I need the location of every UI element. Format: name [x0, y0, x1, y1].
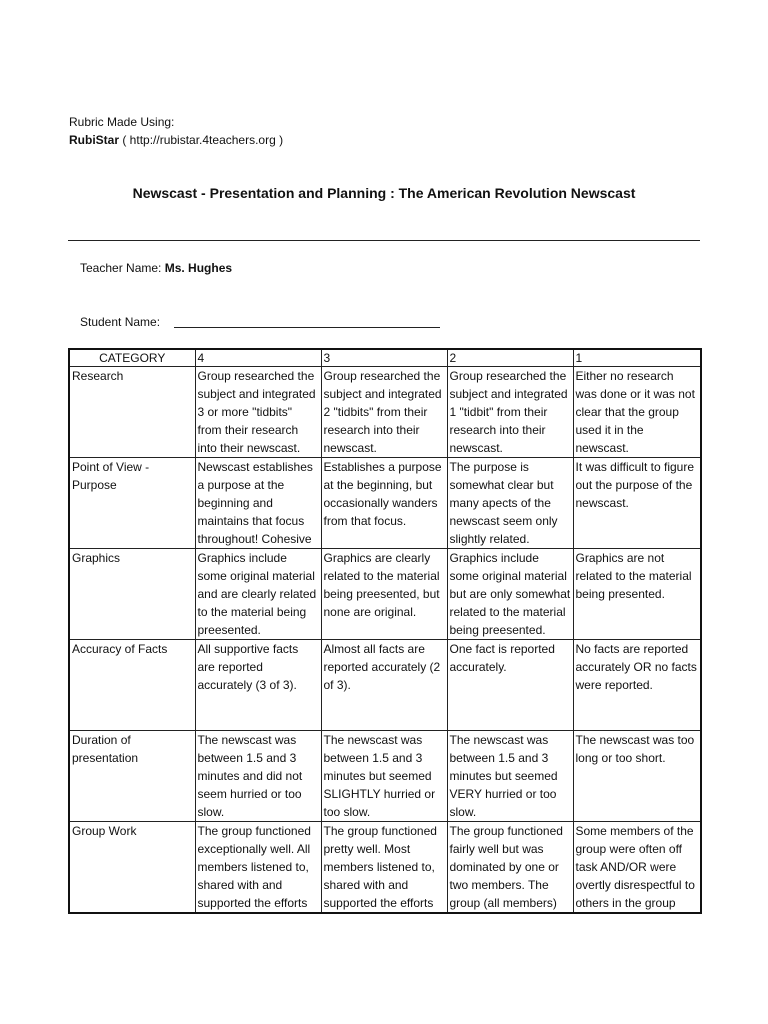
table-cell: Graphics include some original material and are clearly related to the material being preesented. [195, 549, 321, 640]
rubistar-name: RubiStar [69, 133, 120, 147]
header-score-2: 2 [447, 349, 573, 367]
table-row [69, 367, 701, 458]
table-cell: The group functioned fairly well but was dominated by one or two members. The group (all members) [447, 822, 573, 914]
table-cell: No facts are reported accurately OR no facts were reported. [573, 640, 701, 731]
teacher-name-line [80, 261, 232, 275]
table-cell: Newscast establishes a purpose at the beginning and maintains that focus throughout! Cohesive [195, 458, 321, 549]
table-row [69, 549, 701, 640]
table-row [69, 458, 701, 549]
made-using-block [69, 113, 283, 149]
table-cell: The newscast was between 1.5 and 3 minutes but seemed SLIGHTLY hurried or too slow. [321, 731, 447, 822]
header-score-1: 1 [573, 349, 701, 367]
table-cell: The newscast was between 1.5 and 3 minutes and did not seem hurried or too slow. [195, 731, 321, 822]
table-cell: Graphics include some original material but are only somewhat related to the material being preesented. [447, 549, 573, 640]
row-category: Point of View - Purpose [69, 458, 195, 549]
table-cell: Group researched the subject and integrated 3 or more "tidbits" from their research into their newscast. [195, 367, 321, 458]
table-cell: One fact is reported accurately. [447, 640, 573, 731]
table-cell: The purpose is somewhat clear but many apects of the newscast seem only slightly related. [447, 458, 573, 549]
row-category: Group Work [69, 822, 195, 914]
table-cell: Group researched the subject and integrated 2 "tidbits" from their research into their newscast. [321, 367, 447, 458]
table-cell: Establishes a purpose at the beginning, but occasionally wanders from that focus. [321, 458, 447, 549]
made-using-label: Rubric Made Using: [69, 115, 175, 129]
table-cell: Group researched the subject and integrated 1 "tidbit" from their research into their newscast. [447, 367, 573, 458]
table-cell: The newscast was between 1.5 and 3 minutes but seemed VERY hurried or too slow. [447, 731, 573, 822]
table-cell: Graphics are not related to the material being presented. [573, 549, 701, 640]
rubistar-url: ( http://rubistar.4teachers.org ) [119, 133, 284, 147]
header-score-4: 4 [195, 349, 321, 367]
table-cell: It was difficult to figure out the purpose of the newscast. [573, 458, 701, 549]
table-cell: Almost all facts are reported accurately (2 of 3). [321, 640, 447, 731]
header-score-3: 3 [321, 349, 447, 367]
row-category: Duration of presentation [69, 731, 195, 822]
table-cell: Some members of the group were often off task AND/OR were overtly disrespectful to others in the group [573, 822, 701, 914]
teacher-label: Teacher Name: [80, 261, 162, 275]
row-category: Graphics [69, 549, 195, 640]
header-row [69, 349, 701, 367]
table-cell: The group functioned pretty well. Most members listened to, shared with and supported the efforts [321, 822, 447, 914]
table-cell: The newscast was too long or too short. [573, 731, 701, 822]
student-label: Student Name: [80, 315, 161, 329]
student-name-blank [174, 315, 440, 328]
table-row [69, 640, 701, 731]
table-row [69, 822, 701, 914]
rubistar-line [69, 131, 283, 149]
teacher-value: Ms. Hughes [164, 261, 233, 275]
table-row [69, 731, 701, 822]
divider [68, 240, 700, 241]
row-category: Research [69, 367, 195, 458]
page-title: Newscast - Presentation and Planning : The American Revolution Newscast [132, 185, 636, 201]
row-category: Accuracy of Facts [69, 640, 195, 731]
student-name-line [80, 315, 440, 329]
rubric-table [68, 348, 702, 914]
table-cell: All supportive facts are reported accurately (3 of 3). [195, 640, 321, 731]
table-cell: Graphics are clearly related to the material being preesented, but none are original. [321, 549, 447, 640]
header-category: CATEGORY [69, 349, 195, 367]
table-cell: Either no research was done or it was not clear that the group used it in the newscast. [573, 367, 701, 458]
table-cell: The group functioned exceptionally well. All members listened to, shared with and supported the efforts [195, 822, 321, 914]
